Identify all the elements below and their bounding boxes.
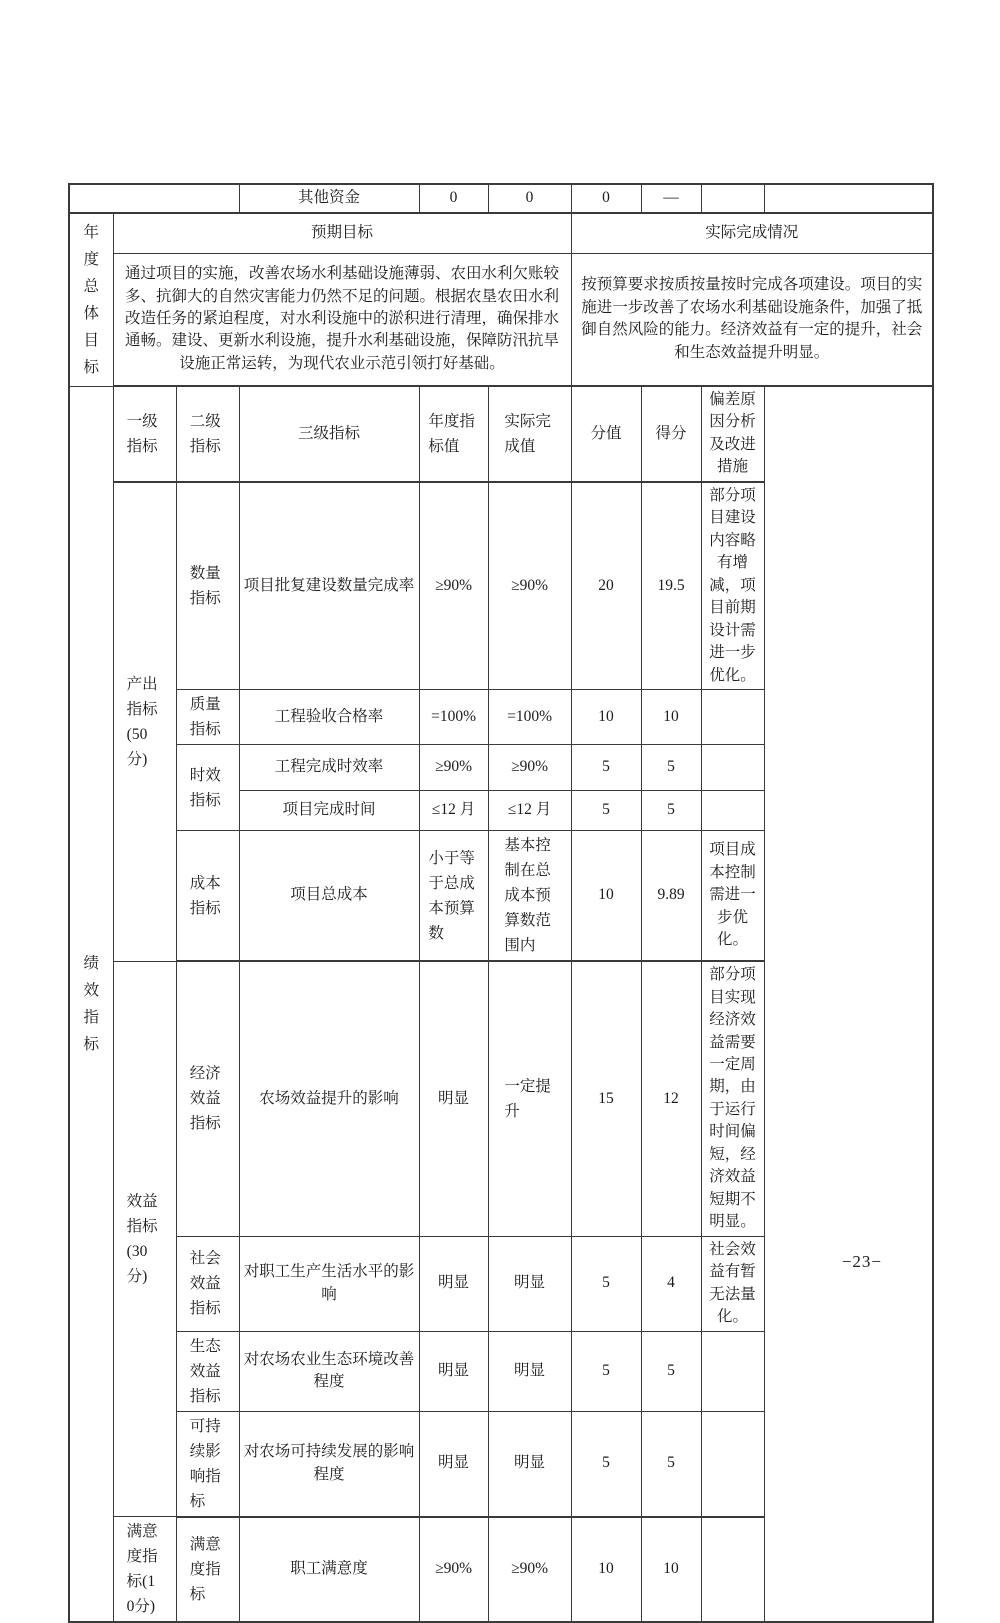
deviation-cell: 项目成本控制需进一步优化。: [701, 831, 764, 962]
expected-goal-text: 通过项目的实施，改善农场水利基础设施薄弱、农田水利欠账较多、抗御大的自然灾害能力仍然不足的问题。根据农垦农田水利改造任务的紧迫程度，对水利设施中的淤积进行清理，确保排水通畅。建设、更新水利设施，提升水利基础设施，保障防汛抗旱设施正常运转，为现代农业示范引领打好基础。: [113, 253, 571, 386]
target-cell: ≥90%: [419, 1517, 488, 1623]
target-cell: 明显: [419, 1411, 488, 1517]
indicator-row: [69, 961, 933, 1236]
col-header-level1: 一级指标: [113, 386, 176, 482]
level3-cell: 工程完成时效率: [239, 745, 419, 791]
actual-cell: ≥90%: [488, 745, 571, 791]
deviation-cell: [701, 745, 764, 791]
deviation-cell: 社会效益有暂无法量化。: [701, 1236, 764, 1331]
level1-cell: 效益指标(30分): [113, 961, 176, 1517]
target-cell: ≥90%: [419, 745, 488, 791]
target-cell: ≥90%: [419, 482, 488, 690]
score-cell: 10: [641, 690, 701, 745]
level2-cell: 生态效益指标: [176, 1331, 239, 1411]
level2-cell: 质量指标: [176, 690, 239, 745]
actual-cell: 基本控制在总成本预算数范围内: [488, 831, 571, 962]
goal-header-row: [69, 213, 933, 253]
indicator-row: [69, 831, 933, 962]
deviation-cell: 部分项目实现经济效益需要一定周期，由于运行时间偏短，经济效益短期不明显。: [701, 961, 764, 1236]
level3-cell: 农场效益提升的影响: [239, 961, 419, 1236]
col-header-actual: 实际完成值: [488, 386, 571, 482]
score-cell: 5: [641, 791, 701, 831]
deviation-cell: 部分项目建设内容略有增减，项目前期设计需进一步优化。: [701, 482, 764, 690]
indicator-header-row: [69, 386, 933, 482]
maxscore-cell: 5: [571, 1236, 641, 1331]
score-cell: 5: [641, 1411, 701, 1517]
actual-cell: 明显: [488, 1411, 571, 1517]
level2-cell: 数量指标: [176, 482, 239, 690]
actual-cell: ≥90%: [488, 482, 571, 690]
level1-cell: 产出指标(50分): [113, 482, 176, 961]
level2-cell: 可持续影响指标: [176, 1411, 239, 1517]
deviation-cell: [701, 791, 764, 831]
actual-cell: 明显: [488, 1331, 571, 1411]
actual-result-header: 实际完成情况: [571, 213, 933, 253]
maxscore-cell: 10: [571, 690, 641, 745]
maxscore-cell: 10: [571, 1517, 641, 1623]
col-header-score: 得分: [641, 386, 701, 482]
deviation-cell: [701, 690, 764, 745]
maxscore-cell: 15: [571, 961, 641, 1236]
performance-report-table: [68, 183, 934, 1623]
score-cell: 10: [641, 1517, 701, 1623]
target-cell: 明显: [419, 961, 488, 1236]
indicator-row: [69, 1517, 933, 1623]
annual-goal-row-header: [69, 213, 113, 386]
actual-cell: ≤12 月: [488, 791, 571, 831]
score-cell: 4: [641, 1236, 701, 1331]
funding-label: 其他资金: [239, 184, 419, 213]
goal-text-row: [69, 253, 933, 386]
actual-cell: ≥90%: [488, 1517, 571, 1623]
col-header-target: 年度指标值: [419, 386, 488, 482]
score-cell: 5: [641, 1331, 701, 1411]
indicator-row: [69, 745, 933, 791]
actual-cell: 明显: [488, 1236, 571, 1331]
page-number: −23−: [841, 1252, 882, 1271]
annual-goal-vertical-label: 年度总体目标: [83, 223, 99, 376]
expected-goal-header: 预期目标: [113, 213, 571, 253]
col-header-max: 分值: [571, 386, 641, 482]
funding-empty-cell: [69, 184, 239, 213]
deviation-cell: [701, 1411, 764, 1517]
performance-section-header: [69, 386, 113, 1622]
level3-cell: 对农场可持续发展的影响程度: [239, 1411, 419, 1517]
maxscore-cell: 20: [571, 482, 641, 690]
maxscore-cell: 5: [571, 791, 641, 831]
deviation-cell: [701, 1517, 764, 1623]
level2-cell: 时效指标: [176, 745, 239, 831]
actual-result-text: 按预算要求按质按量按时完成各项建设。项目的实施进一步改善了农场水利基础设施条件，加强了抵御自然风险的能力。经济效益有一定的提升，社会和生态效益提升明显。: [571, 253, 933, 386]
deviation-cell: [701, 1331, 764, 1411]
level1-cell: 满意度指标(10分): [113, 1517, 176, 1623]
indicator-row: [69, 1331, 933, 1411]
col-header-level2: 二级指标: [176, 386, 239, 482]
level3-cell: 对农场农业生态环境改善程度: [239, 1331, 419, 1411]
level3-cell: 项目完成时间: [239, 791, 419, 831]
level3-cell: 项目批复建设数量完成率: [239, 482, 419, 690]
funding-row: [69, 184, 933, 213]
target-cell: ≤12 月: [419, 791, 488, 831]
maxscore-cell: 5: [571, 1411, 641, 1517]
maxscore-cell: 5: [571, 745, 641, 791]
actual-cell: =100%: [488, 690, 571, 745]
target-cell: =100%: [419, 690, 488, 745]
col-header-deviation: 偏差原因分析及改进措施: [701, 386, 764, 482]
funding-value-1: 0: [419, 184, 488, 213]
funding-value-2: 0: [488, 184, 571, 213]
indicator-row: [69, 690, 933, 745]
level3-cell: 对职工生产生活水平的影响: [239, 1236, 419, 1331]
target-cell: 明显: [419, 1331, 488, 1411]
funding-dash: —: [641, 184, 701, 213]
level3-cell: 项目总成本: [239, 831, 419, 962]
target-cell: 明显: [419, 1236, 488, 1331]
level2-cell: 社会效益指标: [176, 1236, 239, 1331]
maxscore-cell: 5: [571, 1331, 641, 1411]
level2-cell: 成本指标: [176, 831, 239, 962]
maxscore-cell: 10: [571, 831, 641, 962]
level3-cell: 职工满意度: [239, 1517, 419, 1623]
actual-cell: 一定提升: [488, 961, 571, 1236]
score-cell: 19.5: [641, 482, 701, 690]
score-cell: 9.89: [641, 831, 701, 962]
score-cell: 5: [641, 745, 701, 791]
indicator-row: [69, 1411, 933, 1517]
indicator-row: [69, 1236, 933, 1331]
target-cell: 小于等于总成本预算数: [419, 831, 488, 962]
funding-empty-cell-3: [764, 184, 933, 213]
performance-vertical-label: 绩效指标: [83, 954, 99, 1053]
col-header-level3: 三级指标: [239, 386, 419, 482]
score-cell: 12: [641, 961, 701, 1236]
level2-cell: 满意度指标: [176, 1517, 239, 1623]
indicator-row: [69, 482, 933, 690]
funding-value-3: 0: [571, 184, 641, 213]
level2-cell: 经济效益指标: [176, 961, 239, 1236]
level3-cell: 工程验收合格率: [239, 690, 419, 745]
funding-empty-cell-2: [701, 184, 764, 213]
